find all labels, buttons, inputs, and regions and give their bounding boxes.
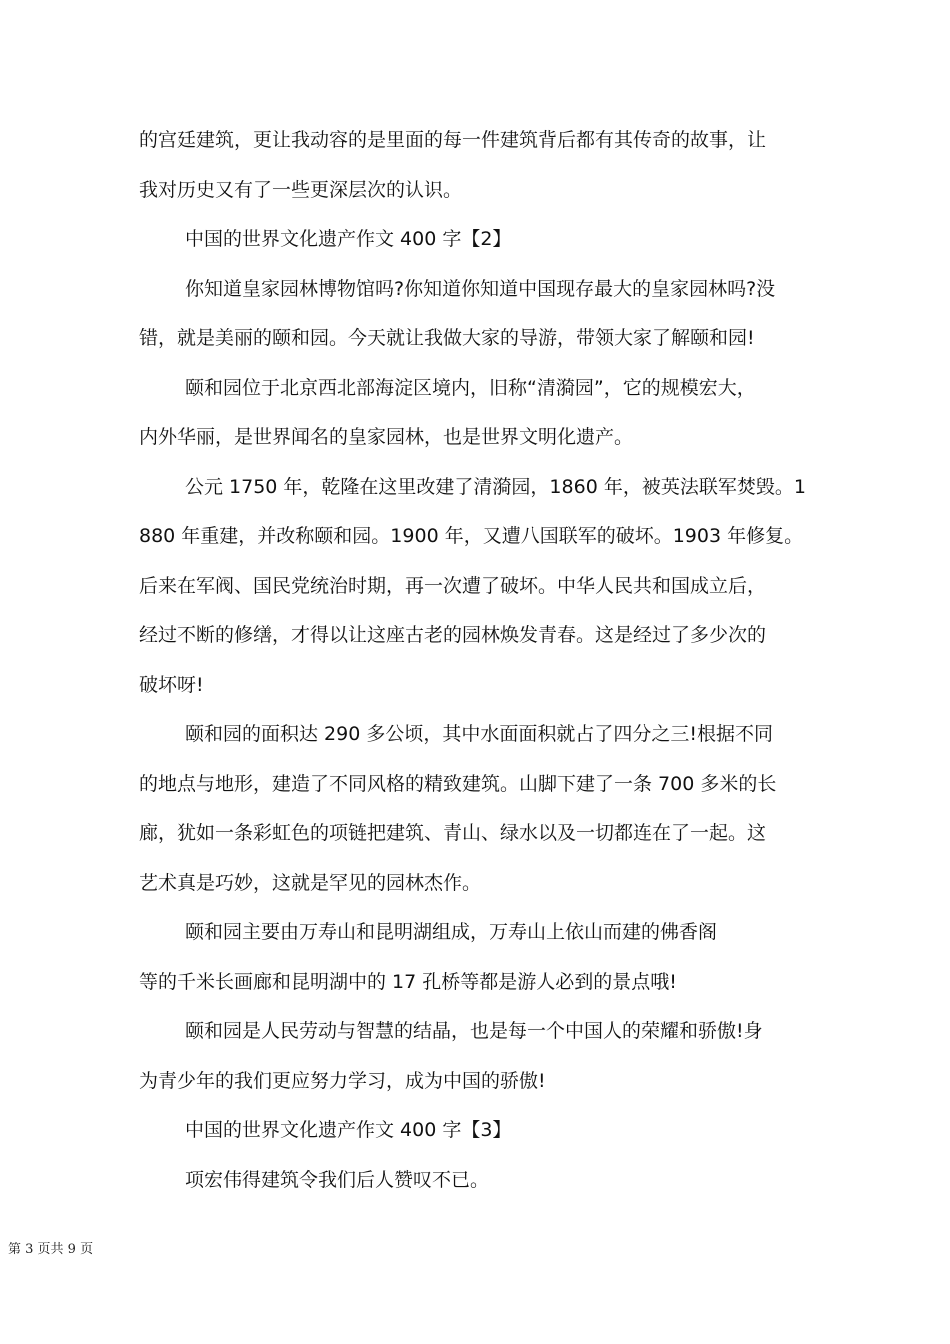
text-line: 为青少年的我们更应努力学习，成为中国的骄傲! bbox=[139, 1069, 546, 1092]
text-line: 经过不断的修缮，才得以让这座古老的园林焕发青春。这是经过了多少次的 bbox=[139, 624, 767, 646]
text-line: 的宫廷建筑，更让我动容的是里面的每一件建筑背后都有其传奇的故事，让 bbox=[139, 129, 767, 151]
text-line: 颐和园是人民劳动与智慧的结晶，也是每一个中国人的荣耀和骄傲!身 bbox=[185, 1020, 763, 1042]
text-line: 我对历史又有了一些更深层次的认识。 bbox=[139, 178, 463, 201]
text-line: 公元 1750 年，乾隆在这里改建了清漪园，1860 年，被英法联军焚毁。1 bbox=[185, 475, 806, 498]
text-line: 的地点与地形，建造了不同风格的精致建筑。山脚下建了一条 700 多米的长 bbox=[139, 772, 777, 795]
text-line: 内外华丽，是世界闻名的皇家园林，也是世界文明化遗产。 bbox=[139, 426, 634, 448]
text-line: 颐和园的面积达 290 多公顷，其中水面面积就占了四分之三!根据不同 bbox=[185, 723, 773, 745]
text-line: 颐和园位于北京西北部海淀区境内，旧称“清漪园”，它的规模宏大， bbox=[185, 376, 756, 399]
text-line: 颐和园主要由万寿山和昆明湖组成，万寿山上依山而建的佛香阁 bbox=[185, 921, 718, 943]
text-line: 错，就是美丽的颐和园。今天就让我做大家的导游，带领大家了解颐和园! bbox=[139, 327, 755, 349]
text-line: 中国的世界文化遗产作文 400 字【3】 bbox=[185, 1119, 512, 1141]
text-line: 你知道皇家园林博物馆吗?你知道你知道中国现存最大的皇家园林吗?没 bbox=[185, 277, 776, 300]
text-line: 破坏呀! bbox=[139, 673, 204, 696]
page-number-footer: 第 3 页共 9 页 bbox=[8, 1242, 94, 1257]
document-body bbox=[139, 116, 829, 1205]
text-line: 中国的世界文化遗产作文 400 字【2】 bbox=[185, 228, 512, 250]
text-line: 后来在军阀、国民党统治时期，再一次遭了破坏。中华人民共和国成立后， bbox=[139, 574, 767, 597]
text-line: 880 年重建，并改称颐和园。1900 年，又遭八国联军的破坏。1903 年修复。 bbox=[139, 525, 804, 547]
text-line: 廊，犹如一条彩虹色的项链把建筑、青山、绿水以及一切都连在了一起。这 bbox=[139, 822, 767, 844]
text-line: 项宏伟得建筑令我们后人赞叹不已。 bbox=[185, 1168, 490, 1191]
text-line: 等的千米长画廊和昆明湖中的 17 孔桥等都是游人必到的景点哦! bbox=[139, 970, 677, 993]
text-line: 艺术真是巧妙，这就是罕见的园林杰作。 bbox=[139, 871, 482, 894]
